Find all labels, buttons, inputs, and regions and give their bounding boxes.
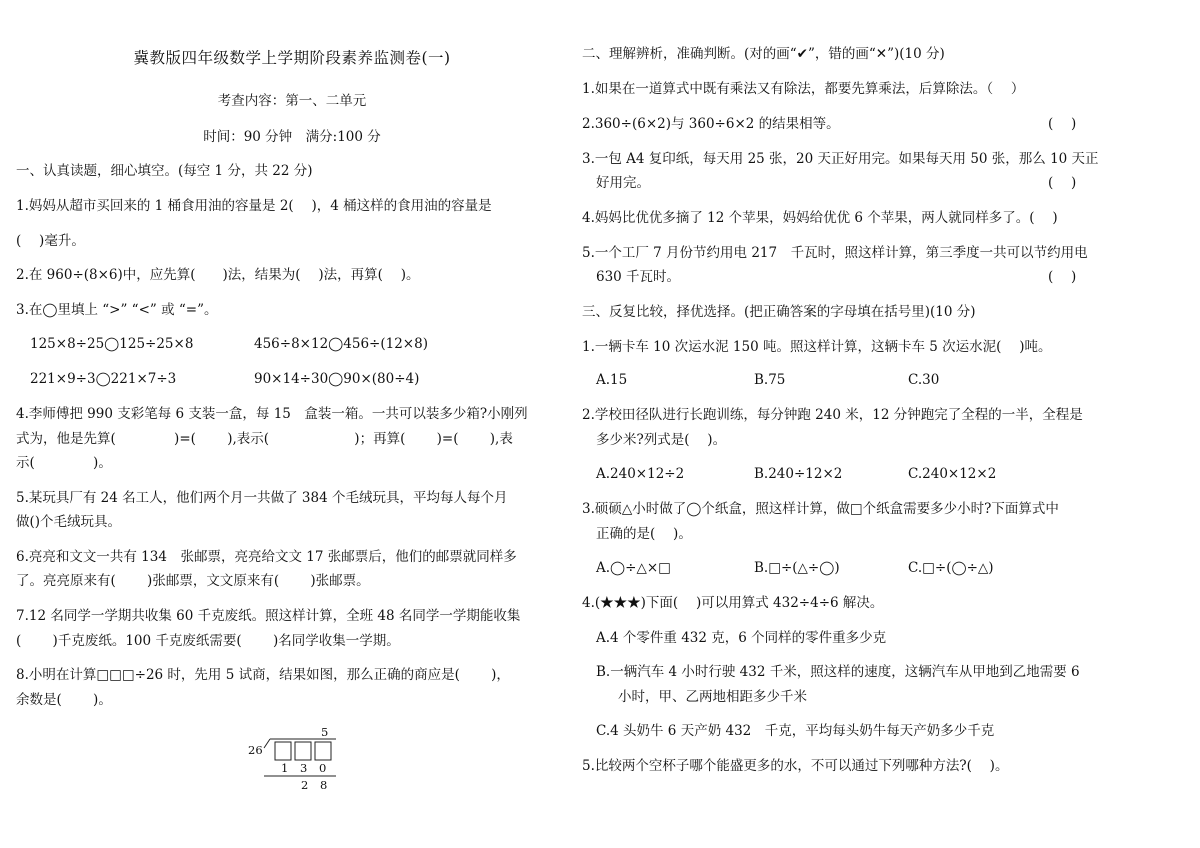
question-4-line-1: 4.李师傅把 990 支彩笔每 6 支装一盒，每 15 盒装一箱。一共可以装多少箱?小刚列 [16, 406, 528, 422]
exam-time: 时间：90 分钟 满分:100 分 [203, 129, 381, 145]
judge-question-1: 1.如果在一道算式中既有乘法又有除法，都要先算乘法，后算除法。（ ） [582, 81, 1025, 97]
choice-question-4-option-c: C.4 头奶牛 6 天产奶 432 千克，平均每头奶牛每天产奶多少千克 [596, 723, 995, 739]
question-7-line-1: 7.12 名同学一学期共收集 60 千克废纸。照这样计算，全班 48 名同学一学期能收集 [16, 608, 521, 624]
compare-item-2: 456÷8×12◯456÷(12×8) [254, 336, 428, 352]
division-quotient: 5 [321, 725, 329, 739]
judge-question-2: 2.360÷(6×2)与 360÷6×2 的结果相等。 [582, 116, 840, 132]
choice-question-1: 1.一辆卡车 10 次运水泥 150 吨。照这样计算，这辆卡车 5 次运水泥( )吨。 [582, 339, 1052, 355]
choice-question-4-option-b-line-2: 小时，甲、乙两地相距多少千米 [618, 689, 807, 705]
division-remainder: 2 8 [301, 778, 332, 792]
division-divisor: 26 [248, 743, 263, 757]
question-3: 3.在◯里填上 “>” “<” 或 “=”。 [16, 302, 218, 318]
exam-scope: 考查内容：第一、二单元 [217, 93, 367, 109]
section3-heading: 三、反复比较，择优选择。(把正确答案的字母填在括号里)(10 分) [582, 304, 976, 320]
choice-question-4-option-b-line-1: B.一辆汽车 4 小时行驶 432 千米，照这样的速度，这辆汽车从甲地到乙地需要 6 [596, 664, 1080, 680]
choice-question-2-line-2: 多少米?列式是( )。 [596, 432, 727, 448]
judge-question-5-line-1: 5.一个工厂 7 月份节约用电 217 千瓦时，照这样计算，第三季度一共可以节约用电 [582, 245, 1088, 261]
compare-item-4: 90×14÷30◯90×(80÷4) [254, 371, 420, 387]
judge-question-4: 4.妈妈比优优多摘了 12 个苹果，妈妈给优优 6 个苹果，两人就同样多了。( ) [582, 210, 1058, 226]
question-1-line-2: ( )毫升。 [16, 233, 85, 249]
choice-question-3-option-a: A.◯÷△×□ [596, 560, 671, 576]
section1-heading: 一、认真读题，细心填空。(每空 1 分，共 22 分) [16, 163, 313, 179]
question-5-line-1: 5.某玩具厂有 24 名工人，他们两个月一共做了 384 个毛绒玩具，平均每人每个月 [16, 490, 508, 506]
question-4-line-2: 式为，他是先算( )=( ),表示( )；再算( )=( ),表 [16, 431, 513, 447]
choice-question-2-option-b: B.240÷12×2 [754, 466, 843, 482]
question-4-line-3: 示( )。 [16, 455, 112, 471]
judge-question-5-answer-paren: ( ) [1048, 269, 1077, 285]
long-division-figure [246, 724, 342, 796]
choice-question-1-option-a: A.15 [596, 372, 628, 388]
page-title: 冀教版四年级数学上学期阶段素养监测卷(一) [133, 49, 451, 67]
choice-question-3-line-1: 3.硕硕△小时做了◯个纸盒，照这样计算，做□个纸盒需要多少小时?下面算式中 [582, 501, 1059, 517]
choice-question-5: 5.比较两个空杯子哪个能盛更多的水，不可以通过下列哪种方法?( )。 [582, 758, 1009, 774]
question-2: 2.在 960÷(8×6)中，应先算( )法，结果为( )法，再算( )。 [16, 267, 420, 283]
compare-item-1: 125×8÷25◯125÷25×8 [30, 336, 194, 352]
section2-heading: 二、理解辨析，准确判断。(对的画“✔”，错的画“✕”)(10 分) [582, 46, 945, 62]
question-8-line-2: 余数是( )。 [16, 692, 112, 708]
choice-question-4: 4.(★★★)下面( )可以用算式 432÷4÷6 解决。 [582, 595, 884, 611]
choice-question-4-option-a: A.4 个零件重 432 克，6 个同样的零件重多少克 [596, 630, 887, 646]
choice-question-1-option-c: C.30 [908, 372, 940, 388]
choice-question-2-line-1: 2.学校田径队进行长跑训练，每分钟跑 240 米，12 分钟跑完了全程的一半，全程是 [582, 407, 1083, 423]
judge-question-5-line-2: 630 千瓦时。 [596, 269, 681, 285]
choice-question-3-option-b: B.□÷(△÷◯) [754, 560, 840, 576]
compare-item-3: 221×9÷3◯221×7÷3 [30, 371, 177, 387]
choice-question-3-option-c: C.□÷(◯÷△) [908, 560, 994, 576]
question-6-line-2: 了。亮亮原来有( )张邮票，文文原来有( )张邮票。 [16, 573, 370, 589]
judge-question-3-answer-paren: ( ) [1048, 175, 1077, 191]
judge-question-3-line-1: 3.一包 A4 复印纸，每天用 25 张，20 天正好用完。如果每天用 50 张，那么 10 天正 [582, 151, 1099, 167]
question-8-line-1: 8.小明在计算□□□÷26 时，先用 5 试商，结果如图，那么正确的商应是( )， [16, 667, 510, 683]
judge-question-2-answer-paren: ( ) [1048, 116, 1077, 132]
choice-question-3-line-2: 正确的是( )。 [596, 526, 692, 542]
question-5-line-2: 做()个毛绒玩具。 [16, 514, 122, 530]
division-product: 1 3 0 [281, 761, 331, 775]
question-7-line-2: ( )千克废纸。100 千克废纸需要( )名同学收集一学期。 [16, 633, 400, 649]
judge-question-3-line-2: 好用完。 [596, 175, 650, 191]
question-6-line-1: 6.亮亮和文文一共有 134 张邮票，亮亮给文文 17 张邮票后，他们的邮票就同样多 [16, 549, 517, 565]
choice-question-2-option-c: C.240×12×2 [908, 466, 997, 482]
question-1-line-1: 1.妈妈从超市买回来的 1 桶食用油的容量是 2( )，4 桶这样的食用油的容量是 [16, 198, 492, 214]
choice-question-2-option-a: A.240×12÷2 [596, 466, 685, 482]
choice-question-1-option-b: B.75 [754, 372, 786, 388]
